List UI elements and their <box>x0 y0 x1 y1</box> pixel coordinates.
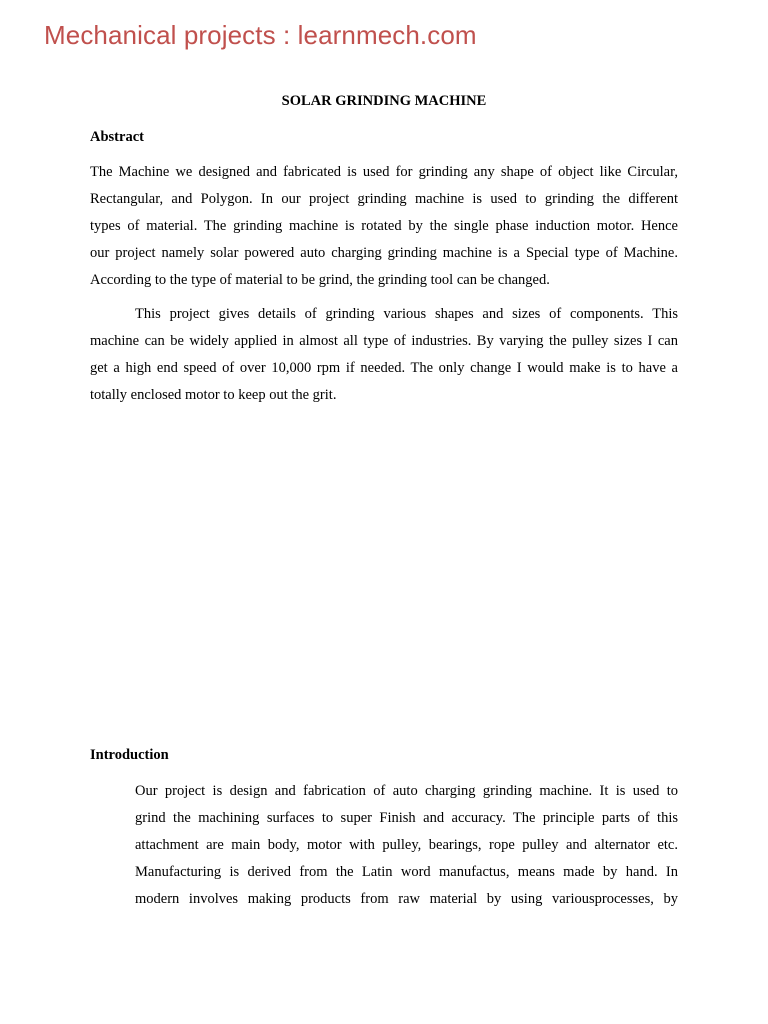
abstract-paragraph-1 <box>90 159 678 294</box>
text-line: The Machine we designed and fabricated is used for grinding any shape of object like Circular, <box>90 164 678 180</box>
abstract-paragraph-2 <box>90 301 678 409</box>
watermark-header: Mechanical projects : learnmech.com <box>44 20 477 50</box>
text-line: our project namely solar powered auto charging grinding machine is a Special type of Machine. <box>90 245 678 261</box>
introduction-heading: Introduction <box>90 747 169 763</box>
text-line: grind the machining surfaces to super Finish and accuracy. The principle parts of this <box>135 810 678 826</box>
text-line: Our project is design and fabrication of auto charging grinding machine. It is used to <box>135 783 678 799</box>
document-title: SOLAR GRINDING MACHINE <box>281 93 487 109</box>
text-line: totally enclosed motor to keep out the grit. <box>90 387 337 403</box>
text-line: get a high end speed of over 10,000 rpm if needed. The only change I would make is to have a <box>90 360 678 376</box>
text-line: According to the type of material to be grind, the grinding tool can be changed. <box>90 272 550 288</box>
introduction-paragraph <box>135 778 678 913</box>
text-line: Manufacturing is derived from the Latin word manufactus, means made by hand. In <box>135 864 678 880</box>
text-line: machine can be widely applied in almost all type of industries. By varying the pulley sizes I can <box>90 333 678 349</box>
abstract-heading: Abstract <box>90 129 144 145</box>
text-line: Rectangular, and Polygon. In our project grinding machine is used to grinding the different <box>90 191 678 207</box>
text-line: This project gives details of grinding various shapes and sizes of components. This <box>135 306 678 322</box>
text-line: modern involves making products from raw material by using variousprocesses, by <box>135 891 678 907</box>
text-line: attachment are main body, motor with pulley, bearings, rope pulley and alternator etc. <box>135 837 678 853</box>
text-line: types of material. The grinding machine is rotated by the single phase induction motor. Hence <box>90 218 678 234</box>
